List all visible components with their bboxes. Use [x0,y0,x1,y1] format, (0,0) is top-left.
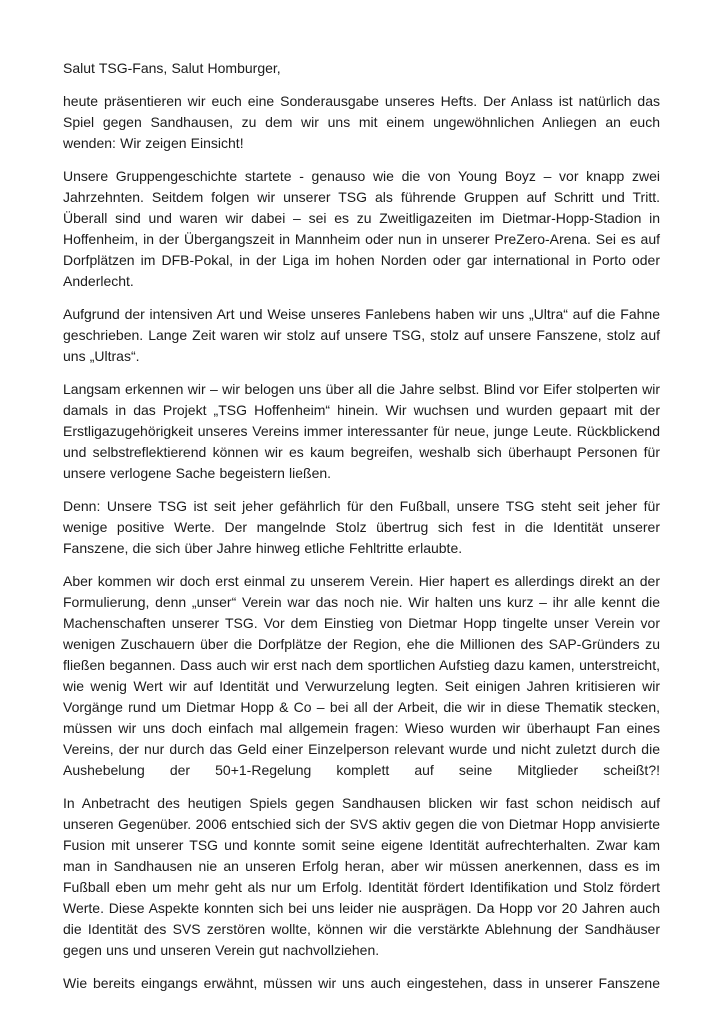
paragraph-closing-cutoff: Wie bereits eingangs erwähnt, müssen wir uns auch eingestehen, dass in unserer Fanszene [63,975,660,991]
paragraph-ultra-pride: Aufgrund der intensiven Art und Weise unseres Fanlebens haben wir uns „Ultra“ auf die Fahne geschrieben. Lange Zeit waren wir stolz auf unsere TSG, stolz auf unsere Fanszene, stolz auf uns „Ultras“. [63,306,660,364]
salutation: Salut TSG-Fans, Salut Homburger, [63,60,281,76]
paragraph-sandhausen: In Anbetracht des heutigen Spiels gegen Sandhausen blicken wir fast schon neidisch auf unseren Gegenüber. 2006 entschied sich der SVS aktiv gegen die von Dietmar Hopp anvisierte Fusion mit unserer TSG und konnte somit seine eigene Identität aufrechterhalten. Zwar kam man in Sandhausen nie an unseren Erfolg heran, aber wir müssen anerkennen, dass es im Fußball eben um mehr geht als nur um Erfolg. Identität fördert Identifikation und Stolz fördert Werte. Diese Aspekte konnten sich bei uns leider nie ausprägen. Da Hopp vor 20 Jahren auch die Identität des SVS zerstören wollte, können wir die verstärkte Ablehnung der Sandhäuser gegen uns und unseren Verein gut nachvollziehen. [63,795,660,958]
paragraph-club-critique: Aber kommen wir doch erst einmal zu unserem Verein. Hier hapert es allerdings direkt an der Formulierung, denn „unser“ Verein war das noch nie. Wir halten uns kurz – ihr alle kennt die Machenschaften unserer TSG. Vor dem Einstieg von Dietmar Hopp tingelte unser Verein vor wenigen Zuschauern über die Dorfplätze der Region, ehe die Millionen des SAP-Gründers zu fließen begannen. Dass auch wir erst nach dem sportlichen Aufstieg dazu kamen, unterstreicht, wie wenig Wert wir auf Identität und Verwurzelung legten. Seit einigen Jahren kritisieren wir Vorgänge rund um Dietmar Hopp & Co – bei all der Arbeit, die wir in diese Thematik stecken, müssen wir uns doch einfach mal allgemein fragen: Wieso wurden wir überhaupt Fan eines Vereins, der nur durch das Geld einer Einzelperson relevant wurde und nicht zuletzt durch die Aushebelung der 50+1-Regelung komplett auf seine Mitglieder scheißt?! [63,573,660,778]
paragraph-tsg-values: Denn: Unsere TSG ist seit jeher gefährlich für den Fußball, unsere TSG steht seit jeher für wenige positive Werte. Der mangelnde Stolz übertrug sich fest in die Identität unserer Fanszene, die sich über Jahre hinweg etliche Fehltritte erlaubte. [63,498,660,556]
paragraph-group-history: Unsere Gruppengeschichte startete - genauso wie die von Young Boyz – vor knapp zwei Jahrzehnten. Seitdem folgen wir unserer TSG als führende Gruppen auf Schritt und Tritt. Überall sind und waren wir dabei – sei es zu Zweitligazeiten im Dietmar-Hopp-Stadion in Hoffenheim, in der Übergangszeit in Mannheim oder nun in unserer PreZero-Arena. Sei es auf Dorfplätzen im DFB-Pokal, in der Liga im hohen Norden oder gar international in Porto oder Anderlecht. [63,168,660,289]
paragraph-intro: heute präsentieren wir euch eine Sonderausgabe unseres Hefts. Der Anlass ist natürlich das Spiel gegen Sandhausen, zu dem wir uns mit einem ungewöhnlichen Anliegen an euch wenden: Wir zeigen Einsicht! [63,93,660,151]
paragraph-self-deception: Langsam erkennen wir – wir belogen uns über all die Jahre selbst. Blind vor Eifer stolperten wir damals in das Projekt „TSG Hoffenheim“ hinein. Wir wuchsen und wurden gepaart mit der Erstligazugehörigkeit unseres Vereins immer interessanter für neue, junge Leute. Rückblickend und selbstreflektierend können wir es kaum begreifen, weshalb sich überhaupt Personen für unsere verlogene Sache begeistern ließen. [63,381,660,481]
